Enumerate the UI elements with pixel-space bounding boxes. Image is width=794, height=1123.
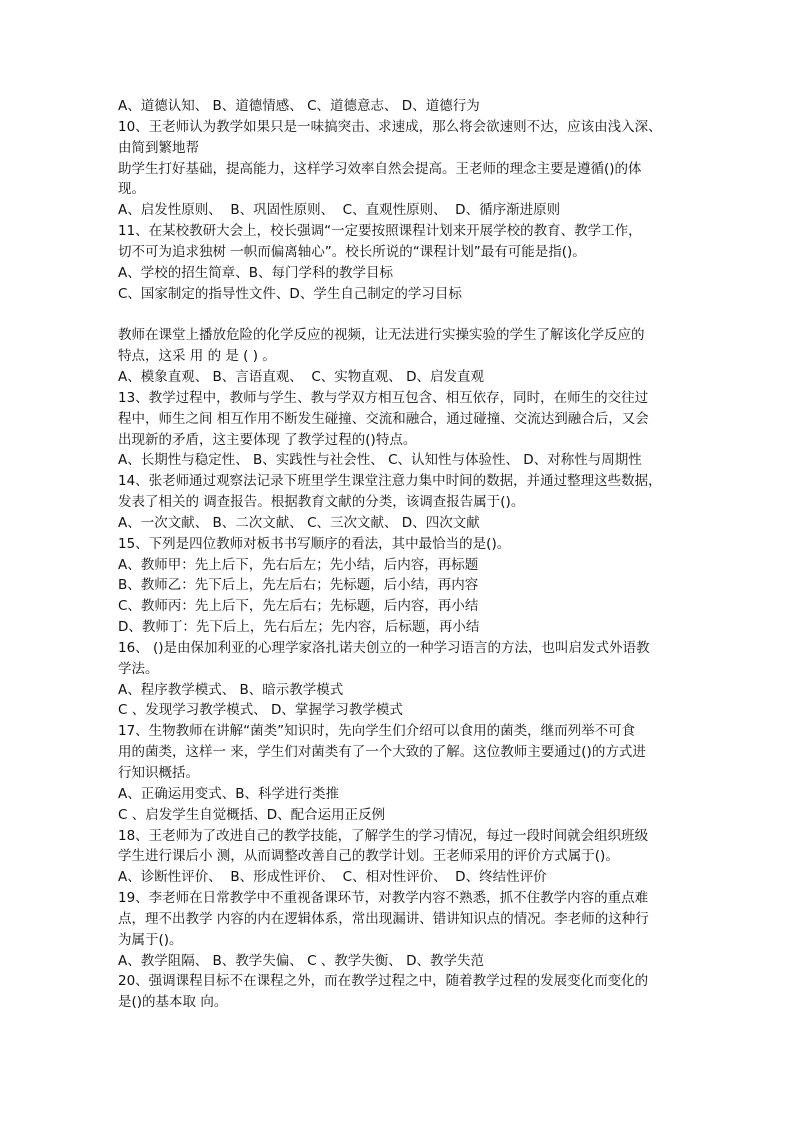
text-line: C 、发现学习教学模式、 D、掌握学习教学模式 (118, 702, 403, 719)
text-line: A、正确运用变式、B、科学进行类推 (118, 785, 339, 802)
text-line: 出现新的矛盾，这主要体现 了教学过程的()特点。 (118, 431, 417, 448)
text-line: A、启发性原则、 B、巩固性原则、 C、直观性原则、 D、循序渐进原则 (118, 202, 561, 219)
text-line: 教师在课堂上播放危险的化学反应的视频，让无法进行实操实验的学生了解该化学反应的 (118, 327, 645, 344)
text-line: 程中，师生之间 相互作用不断发生碰撞、交流和融合，通过碰撞、交流达到融合后，又会 (118, 410, 649, 427)
text-line: 是()的基本取 向。 (118, 994, 228, 1011)
text-line: A、模象直观、 B、言语直观、 C、实物直观、 D、启发直观 (118, 368, 484, 385)
text-line: 学生进行课后小 测，从而调整改善自己的教学计划。王老师采用的评价方式属于()。 (118, 848, 619, 865)
text-line: 切不可为追求独树 一帜而偏离轴心”。校长所说的“课程计划”最有可能是指()。 (118, 243, 586, 260)
text-line: A、教师甲：先上后下，先右后左；先小结，后内容，再标题 (118, 556, 479, 573)
text-line: A、道德认知、 B、道德情感、 C、道德意志、 D、道德行为 (118, 98, 480, 114)
document-page (118, 96, 688, 1013)
text-line: 11、在某校教研大会上，校长强调“一定要按照课程计划来开展学校的教育、教学工作， (118, 223, 642, 240)
text-line: 现。 (118, 181, 145, 198)
text-line: 发表了相关的 调查报告。根据教育文献的分类，该调查报告属于()。 (118, 494, 525, 511)
text-line: C 、启发学生自觉概括、D、配合运用正反例 (118, 806, 386, 823)
text-line: 13、教学过程中，教师与学生、教与学双方相互包含、相互依存，同时，在师生的交往过 (118, 389, 649, 406)
text-line: A、程序教学模式、 B、暗示教学模式 (118, 681, 344, 698)
text-line: A、长期性与稳定性、 B、实践性与社会性、 C、认知性与体验性、 D、对称性与周期性 (118, 452, 642, 469)
text-line: 行知识概括。 (118, 765, 199, 781)
text-line: 17、生物教师在讲解“菌类”知识时，先向学生们介绍可以食用的菌类，继而列举不可食 (118, 723, 636, 740)
text-line: D、教师丁：先下后上，先右后左；先内容，后标题，再小结 (118, 619, 480, 636)
text-line: C、教师丙：先上后下，先左后右；先标题，后内容，再小结 (118, 598, 479, 615)
text-line: 20、强调课程目标不在课程之外，而在教学过程之中，随着教学过程的发展变化而变化的 (118, 973, 649, 990)
text-line: 16、 ()是由保加利亚的心理学家洛扎诺夫创立的一种学习语言的方法，也叫启发式外语教 (118, 639, 650, 656)
text-line: 10、王老师认为教学如果只是一味搞突击、求速成，那么将会欲速则不达，应该由浅入深、 (118, 118, 662, 135)
text-line: 学法。 (118, 660, 159, 677)
text-line: 14、张老师通过观察法记录下班里学生课堂注意力集中时间的数据，并通过整理这些数据， (118, 473, 662, 490)
text-line: 特点，这采 用 的 是 ( ) 。 (118, 348, 276, 365)
text-line: A、一次文献、 B、二次文献、 C、三次文献、 D、四次文献 (118, 514, 480, 531)
text-line: 由简到繁地帮 (118, 139, 199, 156)
text-line: 用的菌类，这样一 来，学生们对菌类有了一个大致的了解。这位教师主要通过()的方式进 (118, 744, 646, 761)
text-line: A、教学阻隔、 B、教学失偏、 C 、教学失衡、 D、教学失范 (118, 952, 484, 969)
text-line: 助学生打好基础，提高能力，这样学习效率自然会提高。王老师的理念主要是遵循()的体 (118, 160, 642, 177)
text-line: 15、下列是四位教师对板书书写顺序的看法，其中最恰当的是()。 (118, 535, 511, 552)
blank-line (118, 304, 688, 325)
text-line: 点，理不出教学 内容的内在逻辑体系，常出现漏讲、错讲知识点的情况。李老师的这种行 (118, 910, 649, 927)
text-line: A、学校的招生简章、B、每门学科的教学目标 (118, 264, 393, 281)
text-line: 19、李老师在日常教学中不重视备课环节，对教学内容不熟悉，抓不住教学内容的重点难 (118, 890, 649, 907)
text-line: A、诊断性评价、 B、形成性评价、 C、相对性评价、 D、终结性评价 (118, 869, 547, 886)
text-line: B、教师乙：先下后上，先左后右；先标题，后小结，再内容 (118, 577, 479, 594)
text-line: C、国家制定的指导性文件、D、学生自己制定的学习目标 (118, 285, 462, 302)
text-line: 18、王老师为了改进自己的教学技能，了解学生的学习情况，每过一段时间就会组织班级 (118, 827, 649, 844)
text-line: 为属于()。 (118, 931, 183, 948)
